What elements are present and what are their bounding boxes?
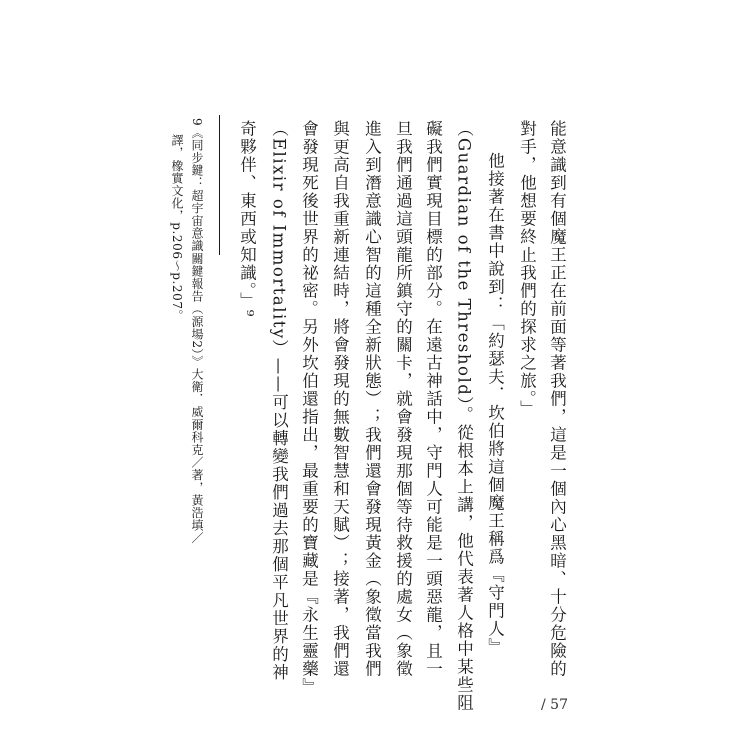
footnote-divider (219, 115, 220, 255)
footnote-line-2: 譯，橡實文化，p.206～p.207。 (170, 134, 184, 323)
body-line-1: 能意識到有個魔王正在前面等著我們，這是一個內心黑暗、十分危險的 (547, 120, 567, 678)
body-line-7: 進入到潛意識心智的這種全新狀態）；我們還會發現黃金（象徵當我們 (362, 120, 382, 678)
body-line-3: 他接著在書中說到：「約瑟夫．坎伯將這個魔王稱爲『守門人』 (485, 152, 505, 656)
body-line-4: （Guardian of the Threshold）。從根本上講，他代表著人格中某些阻 (454, 120, 474, 713)
body-line-5: 礙我們實現目標的部分。在遠古神話中，守門人可能是一頭惡龍，且一 (423, 120, 443, 678)
body-line-8: 與更高自我重新連結時，將會發現的無數智慧和天賦）；接著，我們還 (330, 120, 350, 678)
body-line-11: 奇夥伴、東西或知識。」⁹ (237, 120, 257, 318)
footnote-line-1: 9《同步鍵：超宇宙意識關鍵報告（源場2）》大衛．威爾科克／著，黃浩填／ (190, 118, 204, 545)
body-line-10: （Elixir of Immortality）——可以轉變我們過去那個平凡世界的神 (269, 120, 289, 682)
body-line-9: 會發現死後世界的祕密。另外坎伯還指出，最重要的寶藏是『永生靈藥』 (299, 120, 319, 696)
body-line-6: 旦我們通過這頭龍所鎮守的關卡，就會發現那個等待救援的處女（象徵 (393, 120, 413, 678)
body-line-2: 對手，他想要終止我們的探求之旅。」 (517, 120, 537, 418)
page-number: / 57 (541, 697, 568, 713)
